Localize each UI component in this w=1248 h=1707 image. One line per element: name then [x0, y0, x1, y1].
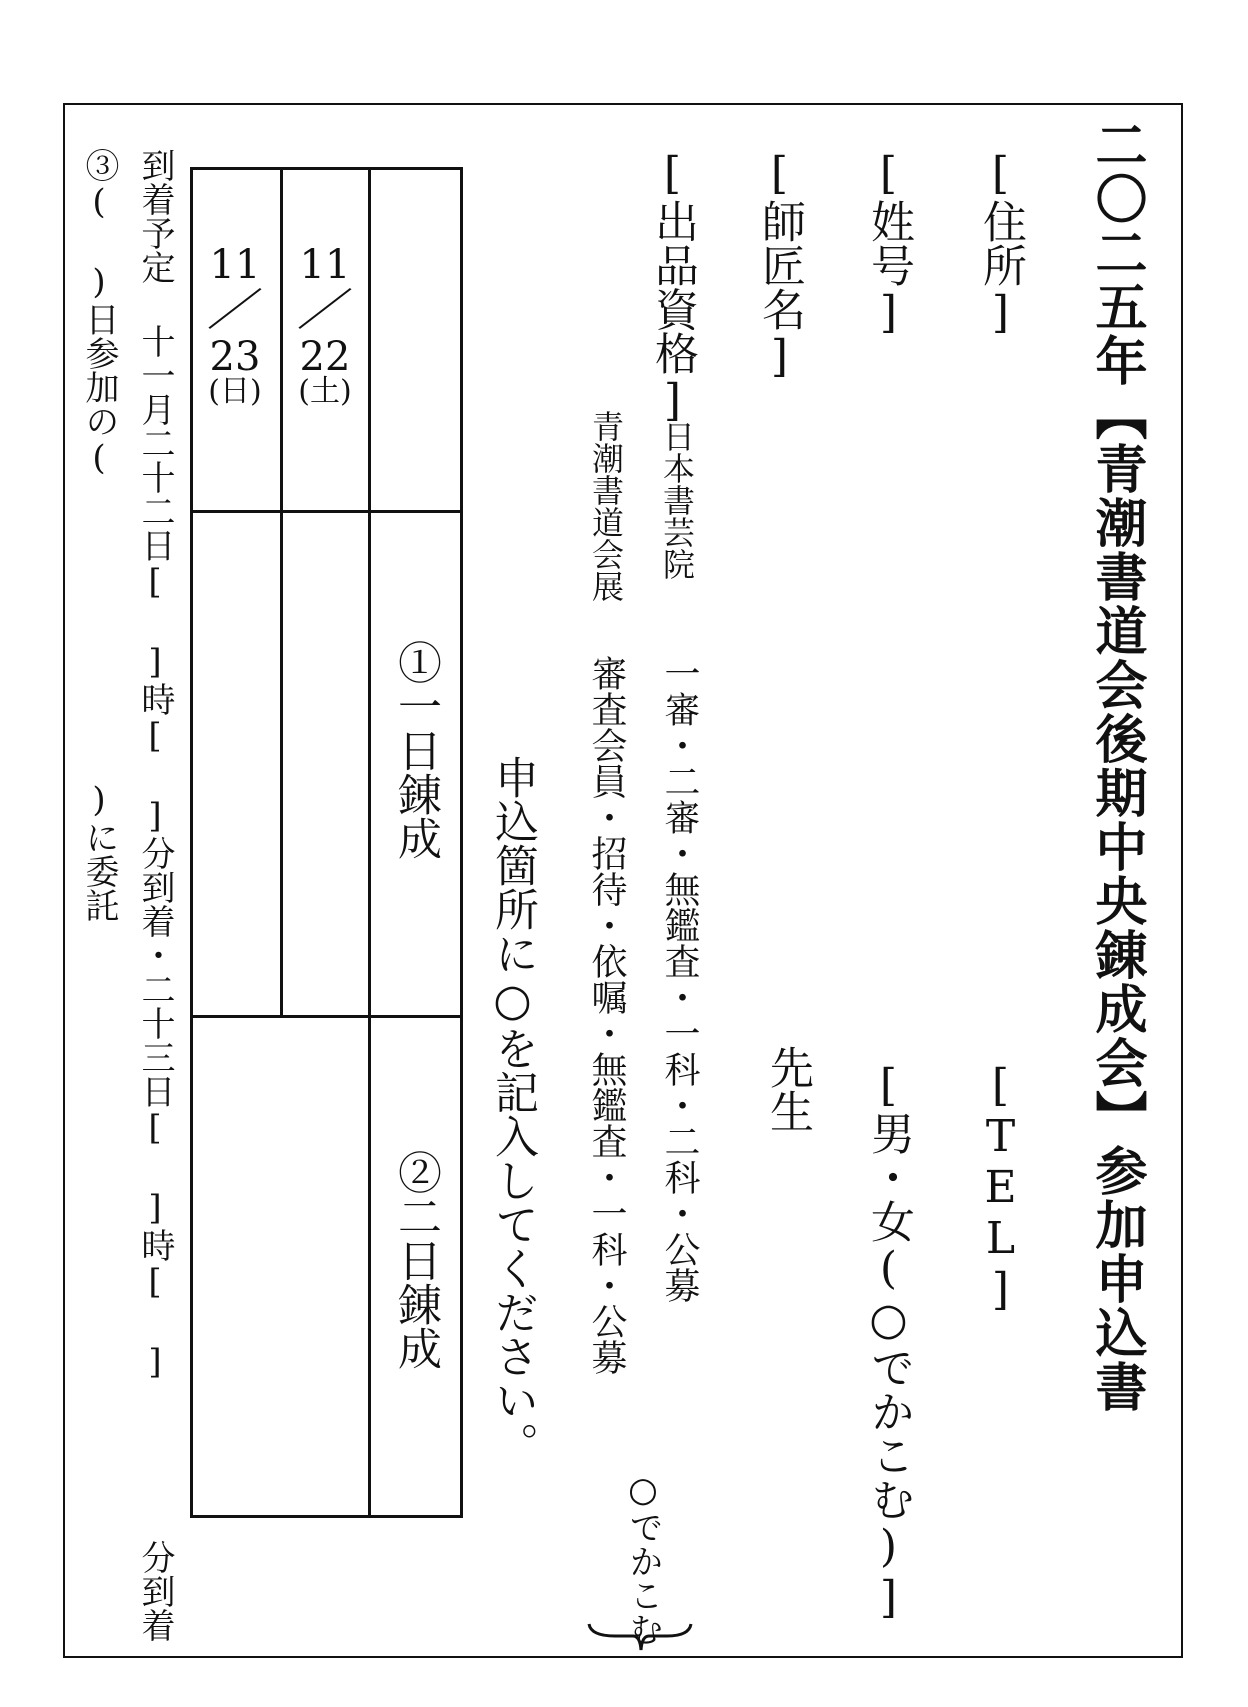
qualification-label: [出品資格] — [647, 148, 698, 426]
address-label[interactable]: [住所] — [975, 148, 1026, 338]
arrival-schedule-end: 分到着 — [135, 1540, 175, 1642]
table-line — [190, 1515, 463, 1518]
date-header — [290, 242, 360, 409]
tel-label[interactable]: [TEL] — [975, 1060, 1026, 1315]
delegation-line-end: )に委託 — [79, 780, 119, 922]
form-title: 二〇二五年【青潮書道会後期中央錬成会】参加申込書 — [1086, 118, 1147, 1414]
bracket-note: ○でかこむ — [623, 1470, 663, 1646]
cell-2day[interactable] — [193, 1018, 368, 1515]
table-line — [460, 167, 463, 1517]
teacher-label[interactable]: [師匠名] — [754, 148, 805, 382]
date-slash: ／ — [296, 285, 354, 336]
table-line — [190, 167, 463, 170]
teacher-suffix: 先生 — [762, 1045, 813, 1133]
date-weekday: (日) — [208, 374, 262, 409]
seicho-org: 青潮書道会展 — [587, 410, 625, 602]
seicho-levels[interactable]: 審査会員・招待・依嘱・無鑑査・一科・公募 — [586, 655, 627, 1375]
date-day: 22 — [299, 334, 351, 380]
cell-1day-sat[interactable] — [283, 513, 368, 1015]
plan-one-day: ①一日錬成 — [390, 640, 441, 860]
table-line — [368, 167, 371, 1517]
nihon-org: 日本書芸院 — [658, 420, 696, 580]
cell-1day-sun[interactable] — [193, 513, 280, 1015]
plan-two-day: ②二日錬成 — [390, 1150, 441, 1370]
date-month: 11 — [299, 242, 351, 288]
delegation-line[interactable]: ③( )日参加の( — [79, 148, 119, 478]
date-month: 11 — [209, 242, 261, 288]
date-weekday: (土) — [298, 374, 352, 409]
date-slash: ／ — [206, 285, 264, 336]
gender-label[interactable]: [男・女(○でかこむ)] — [863, 1060, 914, 1623]
date-header — [200, 242, 270, 409]
date-day: 23 — [209, 334, 261, 380]
nihon-levels[interactable]: 一審・二審・無鑑査・一科・二科・公募 — [659, 655, 700, 1303]
arrival-schedule[interactable]: 到着予定 十一月二十二日[ ]時[ ]分到着・二十三日[ ]時[ ] — [135, 148, 175, 1382]
name-label[interactable]: [姓号] — [863, 148, 914, 338]
instruction-text: 申込箇所に○を記入してください。 — [487, 755, 538, 1466]
